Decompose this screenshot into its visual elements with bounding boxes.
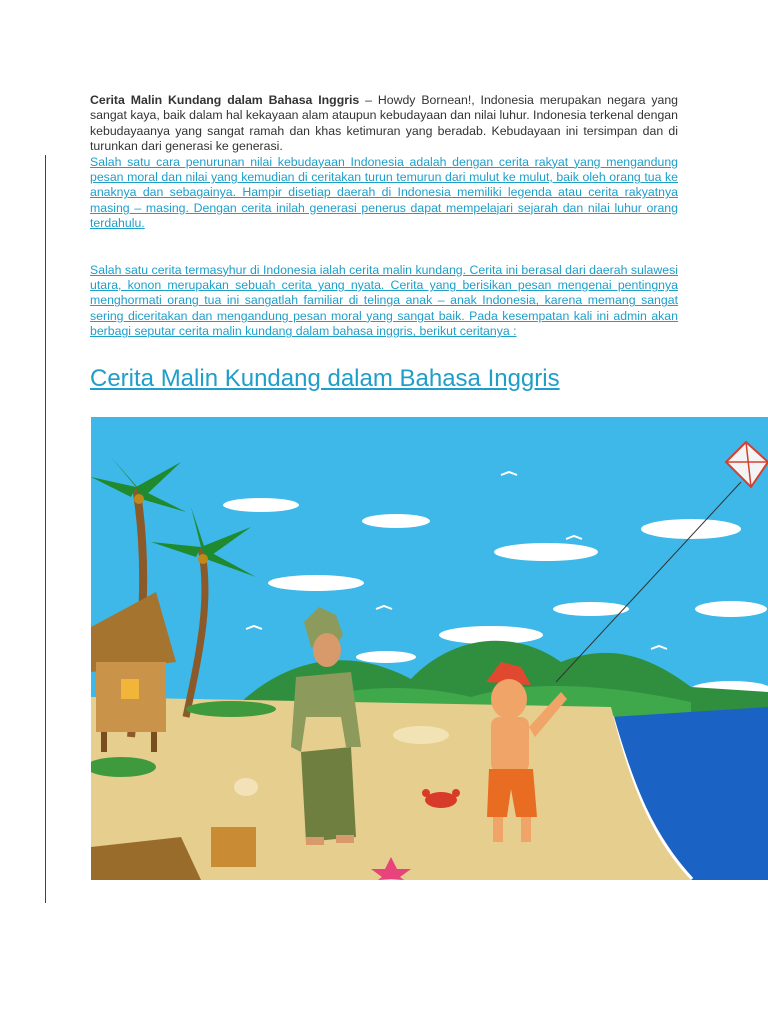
article-heading-link[interactable]: Cerita Malin Kundang dalam Bahasa Inggris	[90, 364, 560, 392]
page-margin-rule	[45, 155, 46, 903]
story-illustration	[91, 417, 768, 880]
intro-paragraph	[90, 93, 678, 155]
shell	[234, 778, 258, 796]
link-paragraph-1[interactable]: Salah satu cara penurunan nilai kebudayaan Indonesia adalah dengan cerita rakyat yang mengandung pesan moral dan nilai yang kemudian di ceritakan turun temurun dari mulut ke mulut, baik oleh orang tua ke anaknya dan sebagainya. Hampir disetiap daerah di Indonesia memiliki legenda atau cerita rakyatnya masing – masing. Dengan cerita inilah generasi penerus dapat mempelajari sejarah dan nilai luhur orang terdahulu.	[90, 154, 678, 231]
link-paragraph-2[interactable]: Salah satu cerita termasyhur di Indonesia ialah cerita malin kundang. Cerita ini berasal dari daerah sulawesi utara, konon merupakan sebuah cerita yang nyata. Cerita yang berisikan pesan mengenai pentingnya menghormati orang tua ini sangatlah familiar di telinga anak – anak Indonesia, karena memang sangat sering diceritakan dan mengandung pesan moral yang sangat baik. Pada kesempatan kali ini admin akan berbagi seputar cerita malin kundang dalam bahasa inggris, berikut ceritanya :	[90, 262, 678, 339]
sand-mound	[393, 726, 449, 744]
article-body	[90, 93, 678, 394]
intro-text: – Howdy Bornean!, Indonesia merupakan negara yang sangat kaya, baik dalam hal kekayaan alam ataupun kebudayaan dan nilai luhur. Indonesia terkenal dengan kebudayaanya yang sangat ramah dan khas ketimuran yang beradab. Kebudayaan ini tersimpan dan di turunkan dari generasi ke generasi.	[90, 93, 679, 154]
bush	[186, 701, 276, 717]
intro-bold-title: Cerita Malin Kundang dalam Bahasa Inggris	[90, 93, 360, 107]
